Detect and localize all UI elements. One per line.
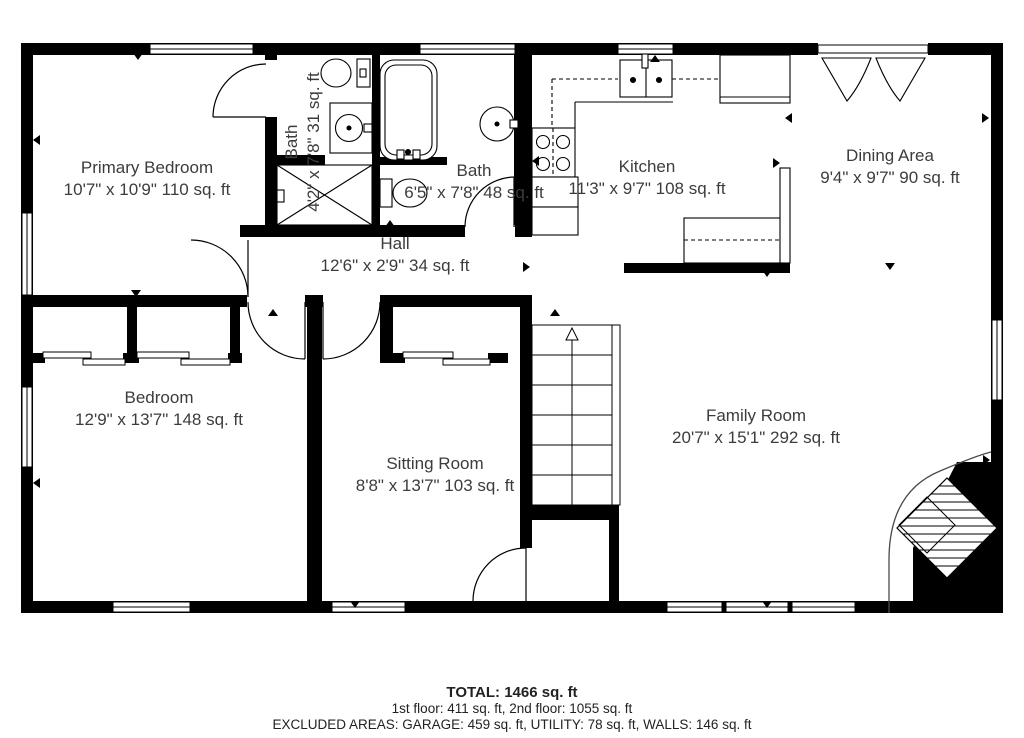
room-label-primary-bedroom [64, 157, 231, 201]
room-name: Dining Area [846, 146, 934, 165]
refrigerator-icon [720, 55, 790, 103]
room-label-sitting-room [356, 453, 514, 497]
room-dims: 20'7" x 15'1" 292 sq. ft [672, 428, 840, 447]
room-name: Sitting Room [386, 454, 484, 473]
counter-end-panel [780, 168, 790, 263]
total-area-text: TOTAL: 1466 sq. ft [446, 684, 578, 701]
room-dims: 11'3" x 9'7" 108 sq. ft [568, 179, 726, 198]
wall-bath1-bath2 [372, 55, 380, 237]
room-label-bath-2 [404, 160, 544, 204]
room-name: Family Room [705, 406, 807, 425]
dimension-arrows [33, 53, 990, 608]
french-door-frame [818, 45, 928, 53]
area-summary [0, 684, 1024, 733]
exterior-wall-left [21, 43, 33, 613]
door-arc-primary [191, 240, 248, 297]
wall-under-stairs [520, 505, 619, 520]
fireplace-icon [889, 452, 1003, 613]
room-name: Hall [380, 234, 410, 253]
room-name: Bedroom [124, 388, 194, 407]
toilet-icon [321, 59, 351, 87]
room-dims: 4'2" x 7'8" 31 sq. ft [304, 72, 323, 212]
french-doors-icon [822, 58, 925, 101]
room-dims: 12'9" x 13'7" 148 sq. ft [75, 410, 243, 429]
room-name: Primary Bedroom [80, 158, 214, 177]
stair-railing [612, 325, 620, 505]
counter-cabinet [532, 207, 578, 235]
room-label-family-room [672, 405, 840, 449]
room-label-bedroom [75, 387, 243, 431]
room-dims: 6'5" x 7'8" 48 sq. ft [404, 183, 544, 202]
wall-stub [488, 353, 508, 363]
room-label-kitchen [568, 156, 725, 200]
toilet-icon [380, 179, 392, 207]
room-dims: 10'7" x 10'9" 110 sq. ft [63, 180, 231, 199]
wall-bath2-kitchen [514, 55, 532, 237]
room-name: Bath [456, 161, 492, 180]
room-label-bath-1 [281, 72, 325, 212]
wall-stair-closet-right [609, 520, 619, 605]
door-arc-stair-closet [473, 548, 526, 601]
wall-sitting-closet-left [380, 307, 393, 363]
room-label-dining-area [820, 145, 960, 189]
door-arc-sitting [323, 302, 380, 359]
room-dims: 9'4" x 9'7" 90 sq. ft [820, 168, 960, 187]
room-dims: 12'6" x 2'9" 34 sq. ft [320, 256, 470, 275]
excluded-areas-text: EXCLUDED AREAS: GARAGE: 459 sq. ft, UTILITY: 78 sq. ft, WALLS: 146 sq. ft [272, 717, 752, 732]
floor-areas-text: 1st floor: 411 sq. ft, 2nd floor: 1055 sq. ft [391, 701, 633, 716]
sliding-closet-doors [43, 352, 490, 365]
stairs-icon [532, 325, 620, 505]
door-arc-bedroom [248, 302, 305, 359]
faucet-icon [642, 54, 648, 68]
room-name: Kitchen [618, 157, 676, 176]
room-name: Bath [282, 124, 301, 160]
wall-bedroom-sitting [307, 307, 322, 601]
room-dims: 8'8" x 13'7" 103 sq. ft [355, 476, 515, 495]
room-label-hall [321, 233, 470, 277]
door-arc-bath1 [213, 64, 266, 117]
